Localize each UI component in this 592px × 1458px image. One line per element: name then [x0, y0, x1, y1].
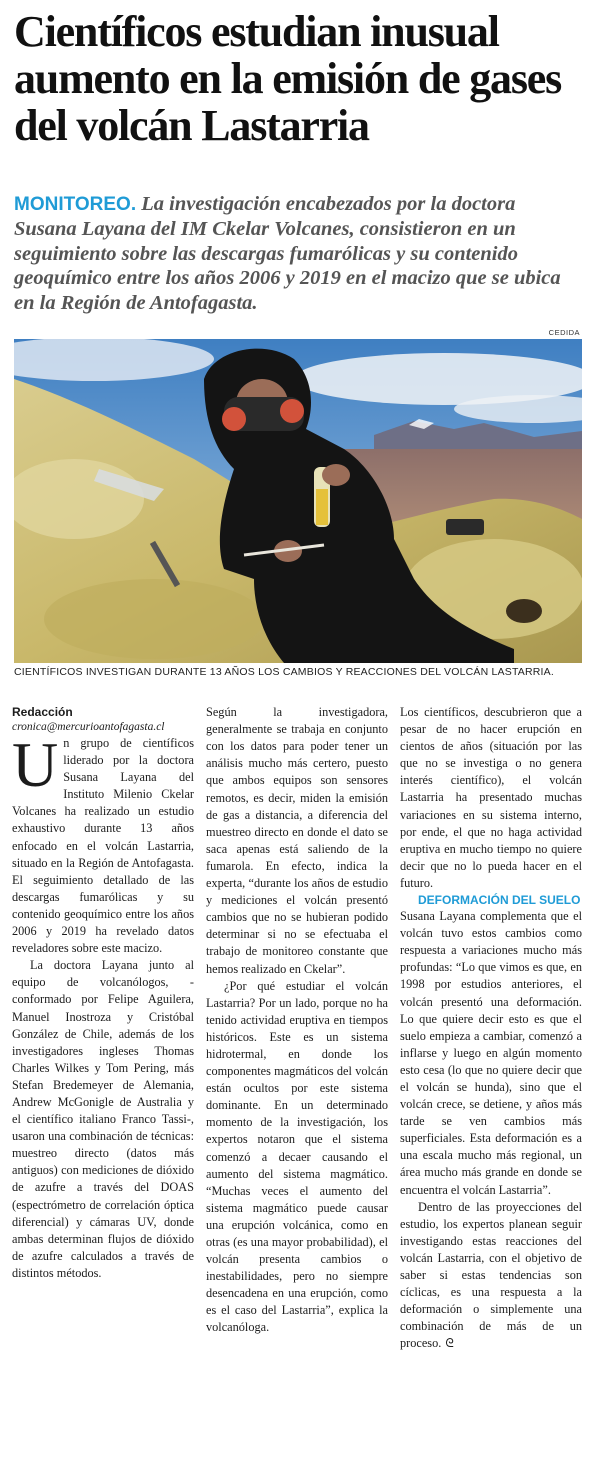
- paragraph-5: Los científicos, descubrieron que a pesar de no hacer erupción en cientos de años (situación por las que no se investiga o no genera interés científico), el volcán Lastarria ha presentado muchas variaciones en su sistema interno, por ende, el que no haga actividad eruptiva en mucho tiempo no quiere decir que no lo pueda hacer en el futuro.: [400, 705, 582, 890]
- end-mark-icon: ᘓ: [445, 1336, 454, 1351]
- byline-email[interactable]: cronica@mercurioantofagasta.cl: [12, 721, 165, 733]
- paragraph-4: ¿Por qué estudiar el volcán Lastarria? Por un lado, porque no ha tenido actividad eruptiva en tiempos históricos. Este es un sistema hidrotermal, en donde los componentes magmáticos del volcán están ocultos por este sistema dominante. En un determinado momento de la investigación, los expertos notaron que el sistema comenzó a decaer causando el aumento del sistema magmático. “Muchas veces el aumento del sistema magmático puede causar una erupción volcánica, como en otras (es una mayor probabilidad), el volcán presenta cambios o inestabilidades, pero no siempre desencadena en una erupción, como es el caso del Lastarria”, explica la volcanóloga.: [206, 978, 388, 1335]
- photo-credit: CEDIDA: [548, 328, 580, 337]
- headline: Científicos estudian inusual aumento en la emisión de gases del volcán Lastarria: [14, 7, 562, 150]
- column-1: [12, 704, 194, 1282]
- byline-name: Redacción: [12, 705, 73, 719]
- article-photo: [14, 339, 582, 663]
- subhead: DEFORMACIÓN DEL SUELO: [418, 893, 581, 908]
- paragraph-1: Un grupo de científicos liderado por la doctora Susana Layana del Instituto Milenio Ckelar Volcanes ha realizado un estudio exhaustivo durante 13 años enfocado en el volcán Lastarria, situado en la Región de Antofagasta. El seguimiento detallado de las descargas fumarólicas y su contenido geoquímico entre los años 2006 y 2019 ha revelado datos reveladores sobre este macizo.: [12, 729, 194, 956]
- column-2: [206, 704, 388, 1337]
- paragraph-2: La doctora Layana junto al equipo de volcanólogos, -conformado por Felipe Aguilera, Manuel Inostroza y Cristóbal González de Chile, además de los investigadores ingleses Thomas Charles Wilkes y Tom Pering, más Stefan Bredemeyer de Alemania, Andrew McGonigle de Australia y el científico italiano Franco Tassi-, usaron una combinación de técnicas: muestreo directo (datos más antiguos) con mediciones de dióxido de azufre a través del DOAS (espectrómetro de correlación óptica diferencial) y cámaras UV, donde ambas determinan flujos de dióxido de azufre calculados a través de distintos métodos.: [12, 958, 194, 1280]
- lead-paragraph: [14, 192, 580, 315]
- paragraph-6: Susana Layana complementa que el volcán tuvo estos cambios como respuesta a variaciones mucho más profundas: “Lo que vimos es que, en 1998 por estudios anteriores, el volcán presentó una deformación. Lo que quiere decir esto es que el suelo empieza a cambiar, comenzó a inflarse y luego en algún momento esto cesa (lo que no quiere decir que el volcán se hunda), sino que el volcán crece, se detiene, y años más tarde se ven cambios más superficiales. Esta deformación es a una escala mucho más regional, un área mucho más grande en donde se encuentra el volcán Lastarria”.: [400, 909, 582, 1197]
- paragraph-7: Dentro de las proyecciones del estudio, los expertos planean seguir investigando estas reacciones del volcán Lastarria, con el objetivo de saber si estas tendencias son cíclicas, es una respuesta a la deformación o simplemente una combinación de más de un proceso. ᘓ: [400, 1199, 582, 1351]
- paragraph-3: [206, 687, 388, 704]
- dropcap: U: [12, 729, 59, 800]
- lead-text: La investigación encabezados por la doctora Susana Layana del IM Ckelar Volcanes, consistieron en un seguimiento sobre las descargas fumarólicas y su contenido geoquímico entre los años 2006 y 2019 en el macizo que se ubica en la Región de Antofagasta.: [14, 193, 561, 314]
- kicker: MONITOREO.: [14, 194, 137, 215]
- paragraph-3-text: Según la investigadora, generalmente se trabaja en conjunto con los datos para poder tener un análisis mucho más certero, puesto que ambos equipos son sensores remotos, es decir, miden la emisión de gas a distancia, a diferencia del muestreo directo en donde el dato se saca apenas está saliendo de la fumarola. En efecto, indica la experta, “durante los años de estudio y mediciones el volcán presentó cambios que no se hubieran podido determinar si no se efectuaba el trabajo de monitoreo constante que hemos realizado en Ckelar”.: [206, 705, 388, 976]
- photo-caption: CIENTÍFICOS INVESTIGAN DURANTE 13 AÑOS LOS CAMBIOS Y REACCIONES DEL VOLCÁN LASTARRIA.: [14, 666, 554, 678]
- column-3: [400, 704, 582, 1352]
